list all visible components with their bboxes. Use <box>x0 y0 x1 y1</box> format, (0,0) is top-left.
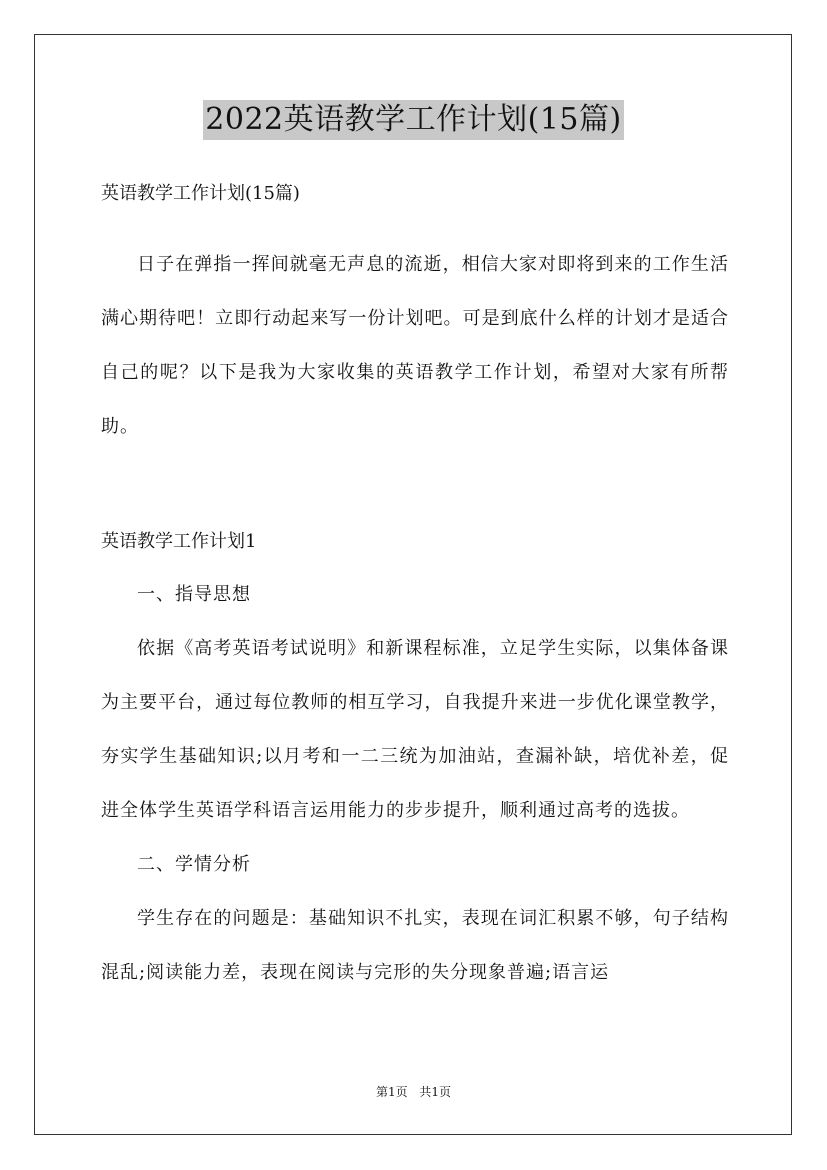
heading-guiding-thought: 一、指导思想 <box>137 584 251 605</box>
title-container <box>0 100 827 140</box>
section-title: 英语教学工作计划1 <box>101 531 257 552</box>
intro-paragraph: 日子在弹指一挥间就毫无声息的流逝，相信大家对即将到来的工作生活满心期待吧！立即行动起来写一份计划吧。可是到底什么样的计划才是适合自己的呢？以下是我为大家收集的英语教学工作计划，希望对大家有所帮助。 <box>101 254 729 437</box>
page-number: 第1页 <box>375 1085 408 1099</box>
page-footer <box>0 1083 827 1101</box>
paragraph-guiding-thought: 依据《高考英语考试说明》和新课程标准，立足学生实际，以集体备课为主要平台，通过每位教师的相互学习，自我提升来进一步优化课堂教学，夯实学生基础知识;以月考和一二三统为加油站，查漏补缺，培优补差，促进全体学生英语学科语言运用能力的步步提升，顺利通过高考的选拔。 <box>101 638 729 821</box>
heading-student-analysis: 二、学情分析 <box>137 854 251 875</box>
document-subtitle: 英语教学工作计划(15篇) <box>101 183 300 204</box>
page-total: 共1页 <box>419 1085 452 1099</box>
paragraph-student-analysis: 学生存在的问题是：基础知识不扎实，表现在词汇积累不够，句子结构混乱;阅读能力差，表现在阅读与完形的失分现象普遍;语言运 <box>101 908 729 983</box>
document-body <box>101 176 729 1000</box>
document-title: 2022英语教学工作计划(15篇) <box>203 100 623 140</box>
